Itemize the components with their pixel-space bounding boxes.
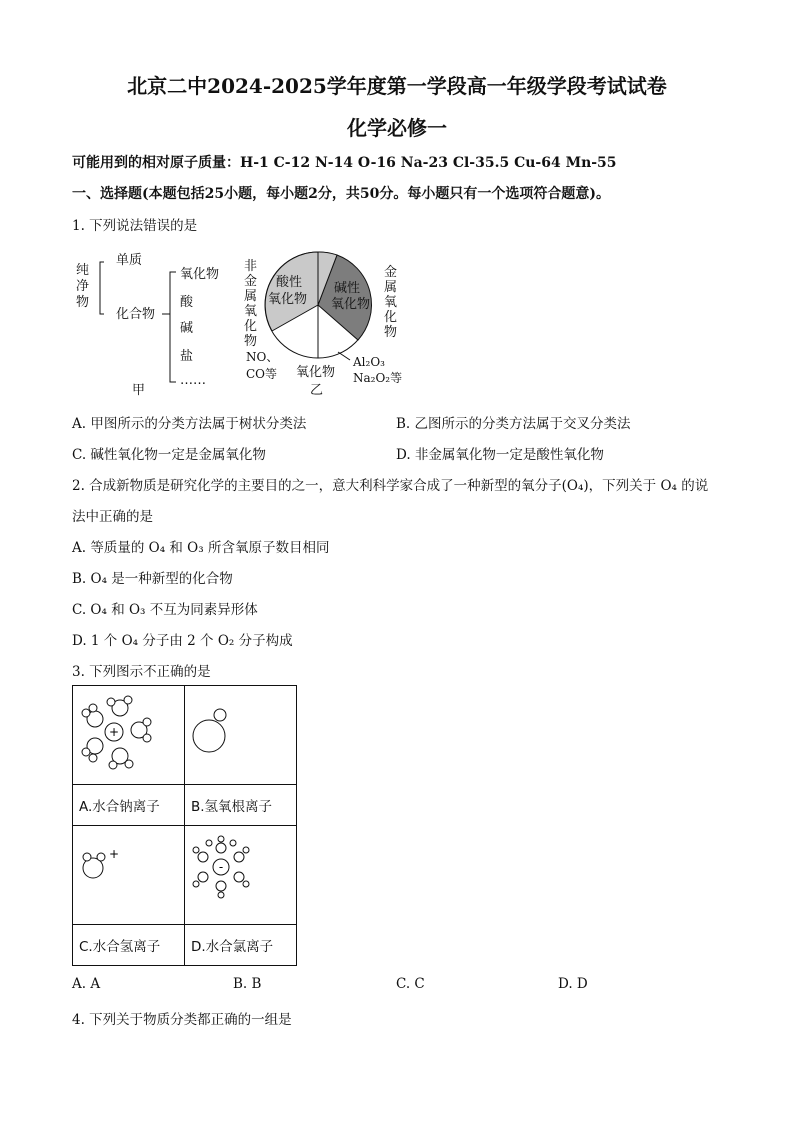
- jia-elements: 单质: [116, 253, 143, 268]
- pie-acidic-label: 氧化物: [268, 292, 308, 307]
- q3-cell-a-image: [73, 686, 185, 785]
- pie-basic-label: 碱性: [334, 281, 361, 296]
- q2-option-d[interactable]: D. 1 个 O₄ 分子由 2 个 O₂ 分子构成: [72, 633, 293, 649]
- pie-acidic-label: 酸性: [276, 275, 303, 290]
- jia-compound: 化合物: [116, 307, 156, 322]
- yi-left-char: 属: [244, 289, 258, 304]
- jia-root-char: 净: [76, 279, 90, 294]
- pie-basic-label: 氧化物: [331, 297, 371, 312]
- q3-cell-a-label: A.水合钠离子: [73, 785, 185, 826]
- q3-stem: 3. 下列图示不正确的是: [72, 664, 211, 680]
- q3-cell-b-image: [185, 686, 297, 785]
- q3-cell-c-label: C.水合氢离子: [73, 925, 185, 966]
- q1-option-b[interactable]: B. 乙图所示的分类方法属于交叉分类法: [396, 416, 631, 432]
- yi-left-char: 金: [244, 274, 258, 289]
- q3-cell-c-image: [73, 826, 185, 925]
- yi-al2o3: Al₂O₃: [353, 355, 385, 369]
- jia-root-char: 纯: [76, 263, 90, 278]
- hydrated-chloride-icon: [185, 826, 290, 920]
- hydroxide-ion-icon: [185, 686, 290, 780]
- exam-subtitle: 化学必修一: [347, 116, 447, 140]
- q3-cell-d-image: [185, 826, 297, 925]
- q3-figure-table: [72, 685, 297, 966]
- yi-left-char: 物: [244, 334, 258, 349]
- yi-oxide: 氧化物: [296, 365, 336, 380]
- diagram-yi: [244, 252, 402, 398]
- yi-na2o2: Na₂O₂等: [353, 371, 403, 385]
- q1-option-c[interactable]: C. 碱性氧化物一定是金属氧化物: [72, 447, 266, 463]
- yi-co: CO等: [246, 367, 278, 381]
- yi-caption: 乙: [310, 383, 324, 398]
- jia-item: 碱: [180, 321, 194, 336]
- q1-diagrams: [70, 244, 410, 402]
- q2-option-b[interactable]: B. O₄ 是一种新型的化合物: [72, 571, 233, 587]
- q3-cell-b-label: B.氢氧根离子: [185, 785, 297, 826]
- q4-stem: 4. 下列关于物质分类都正确的一组是: [72, 1012, 292, 1028]
- section-heading: 一、选择题(本题包括25小题，每小题2分，共50分。每小题只有一个选项符合题意)。: [72, 186, 610, 202]
- jia-item: 氧化物: [180, 267, 220, 282]
- jia-bracket-root: [100, 262, 104, 314]
- diagram-jia: [76, 253, 219, 398]
- jia-caption: 甲: [132, 383, 146, 398]
- q1-option-a[interactable]: A. 甲图所示的分类方法属于树状分类法: [72, 416, 307, 432]
- q3-option-d[interactable]: D. D: [558, 976, 588, 992]
- q1-option-d[interactable]: D. 非金属氧化物一定是酸性氧化物: [396, 447, 604, 463]
- jia-item: 酸: [180, 295, 194, 310]
- yi-left-char: 氧: [244, 304, 258, 319]
- yi-right-char: 氧: [384, 295, 398, 310]
- center-plus-text: +: [108, 725, 120, 739]
- yi-left-char: 非: [244, 259, 258, 274]
- yi-right-char: 金: [384, 265, 398, 280]
- hydrated-sodium-icon: [73, 686, 178, 780]
- q3-cell-d-label: D.水合氯离子: [185, 925, 297, 966]
- yi-right-char: 属: [384, 280, 398, 295]
- center-minus-text: -: [218, 860, 224, 874]
- yi-no: NO、: [246, 350, 279, 364]
- jia-bracket-compound: [170, 272, 176, 382]
- q2-stem-line2: 法中正确的是: [72, 509, 153, 525]
- jia-root-char: 物: [76, 295, 90, 310]
- yi-right-char: 物: [384, 325, 398, 340]
- yi-left-char: 化: [244, 319, 258, 334]
- exam-title: 北京二中2024-2025学年度第一学段高一年级学段考试试卷: [127, 74, 667, 98]
- q3-option-a[interactable]: A. A: [72, 976, 101, 992]
- atomic-masses: 可能用到的相对原子质量：H-1 C-12 N-14 O-16 Na-23 Cl-35.5 Cu-64 Mn-55: [72, 155, 617, 171]
- q2-option-c[interactable]: C. O₄ 和 O₃ 不互为同素异形体: [72, 602, 258, 618]
- q3-option-c[interactable]: C. C: [396, 976, 425, 992]
- q3-option-b[interactable]: B. B: [233, 976, 262, 992]
- q2-option-a[interactable]: A. 等质量的 O₄ 和 O₃ 所含氧原子数目相同: [72, 540, 330, 556]
- jia-item: 盐: [180, 349, 194, 364]
- q1-stem: 1. 下列说法错误的是: [72, 218, 198, 234]
- plus-sign-text: +: [109, 847, 120, 861]
- jia-item: ……: [180, 373, 206, 388]
- hydrated-hydronium-icon: [73, 826, 178, 920]
- yi-right-char: 化: [384, 310, 398, 325]
- q2-stem-line1: 2. 合成新物质是研究化学的主要目的之一，意大利科学家合成了一种新型的氧分子(O₄)，下列关于 O₄ 的说: [72, 478, 709, 494]
